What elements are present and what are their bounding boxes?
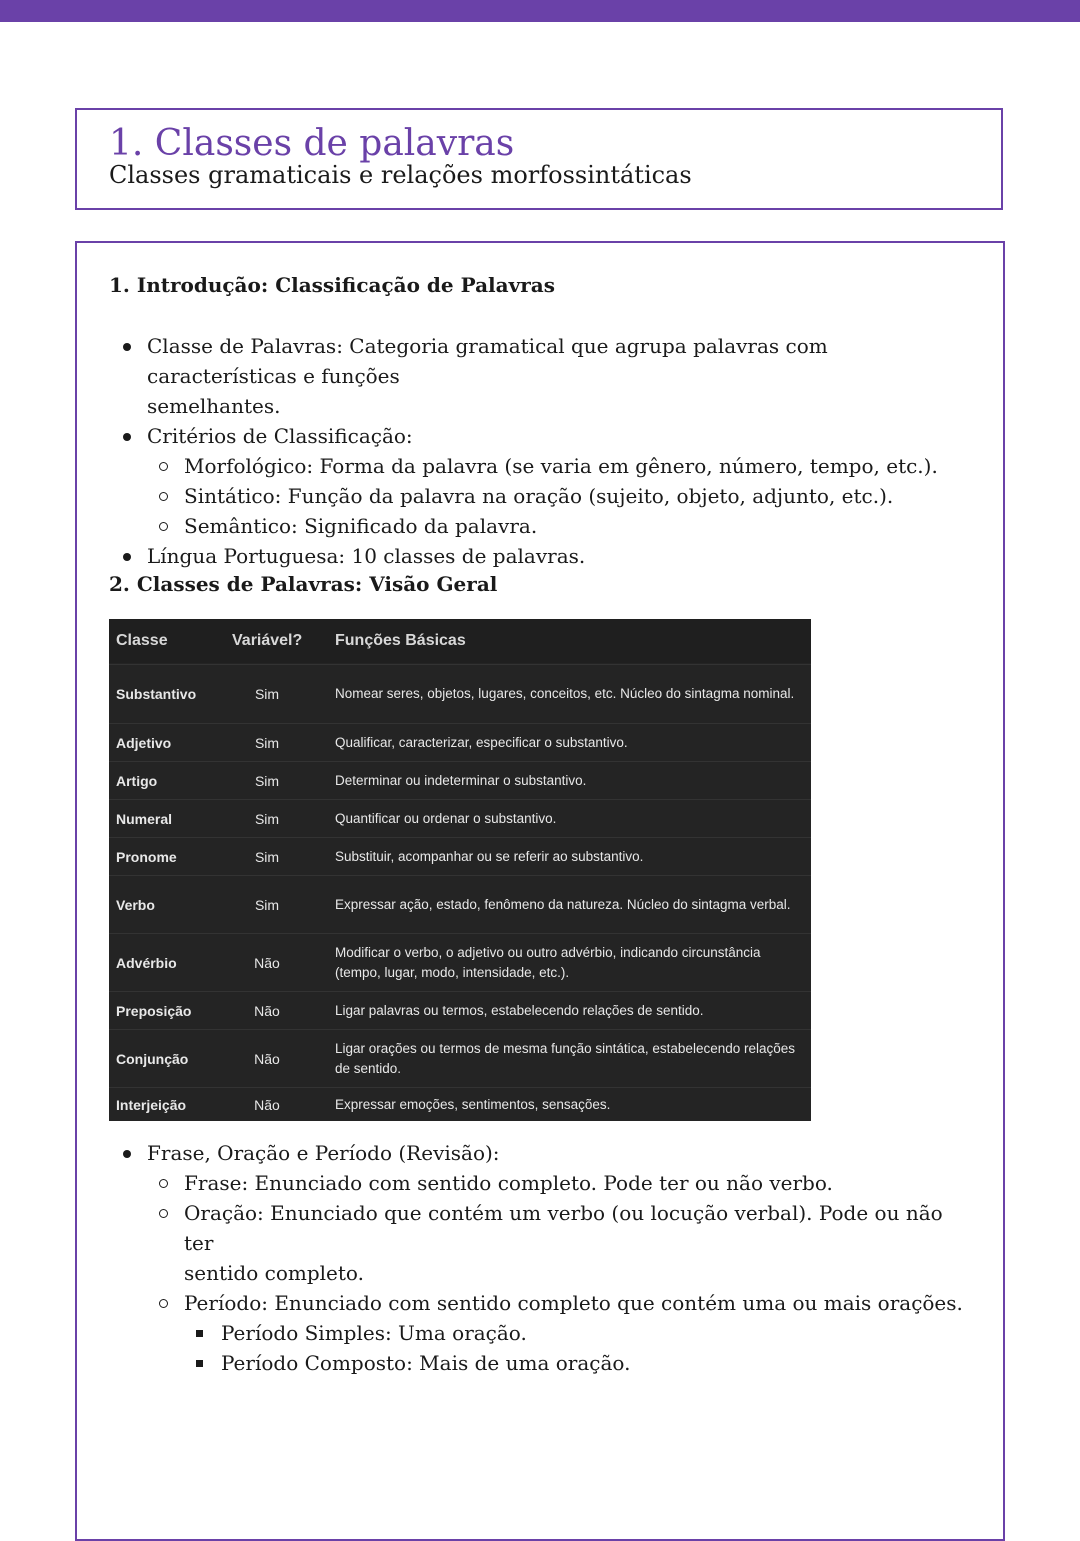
table-row: Pronome Sim Substituir, acompanhar ou se referir ao substantivo. bbox=[109, 837, 811, 875]
list-item: Semântico: Significado da palavra. bbox=[109, 511, 969, 541]
circle-bullet-icon bbox=[159, 522, 168, 531]
circle-bullet-icon bbox=[159, 1299, 168, 1308]
list-item: Critérios de Classificação: bbox=[109, 421, 969, 451]
circle-bullet-icon bbox=[159, 1209, 168, 1218]
header-funcoes: Funções Básicas bbox=[335, 632, 466, 649]
top-accent-bar bbox=[0, 0, 1080, 22]
list-item: Língua Portuguesa: 10 classes de palavras. bbox=[109, 541, 969, 571]
list-item: Classe de Palavras: Categoria gramatical que agrupa palavras com características e funções semelhantes. bbox=[109, 331, 969, 421]
table-row: Advérbio Não Modificar o verbo, o adjetivo ou outro advérbio, indicando circunstância (tempo, lugar, modo, intensidade, etc.). bbox=[109, 933, 811, 991]
list-item: Frase: Enunciado com sentido completo. Pode ter ou não verbo. bbox=[109, 1168, 969, 1198]
table-row: Artigo Sim Determinar ou indeterminar o substantivo. bbox=[109, 761, 811, 799]
list-item: Sintático: Função da palavra na oração (sujeito, objeto, adjunto, etc.). bbox=[109, 481, 969, 511]
square-bullet-icon bbox=[196, 1360, 203, 1367]
list-item: Morfológico: Forma da palavra (se varia em gênero, número, tempo, etc.). bbox=[109, 451, 969, 481]
table-row: Numeral Sim Quantificar ou ordenar o substantivo. bbox=[109, 799, 811, 837]
list-item: Frase, Oração e Período (Revisão): bbox=[109, 1138, 969, 1168]
disc-bullet-icon bbox=[123, 1150, 131, 1158]
list-item: Período Composto: Mais de uma oração. bbox=[109, 1348, 969, 1378]
table-row: Conjunção Não Ligar orações ou termos de mesma função sintática, estabelecendo relações de sentido. bbox=[109, 1029, 811, 1087]
section-heading-visao-geral: 2. Classes de Palavras: Visão Geral bbox=[109, 572, 498, 596]
list-item: Período: Enunciado com sentido completo que contém uma ou mais orações. bbox=[109, 1288, 969, 1318]
review-list bbox=[109, 1138, 969, 1378]
table-header-row bbox=[109, 619, 811, 663]
header-classe: Classe bbox=[116, 632, 168, 649]
page-title: 1. Classes de palavras bbox=[109, 123, 515, 164]
circle-bullet-icon bbox=[159, 1179, 168, 1188]
section-heading-introducao: 1. Introdução: Classificação de Palavras bbox=[109, 273, 555, 297]
table-row: Substantivo Sim Nomear seres, objetos, lugares, conceitos, etc. Núcleo do sintagma nominal. bbox=[109, 664, 811, 723]
table-row: Preposição Não Ligar palavras ou termos, estabelecendo relações de sentido. bbox=[109, 991, 811, 1029]
square-bullet-icon bbox=[196, 1330, 203, 1337]
disc-bullet-icon bbox=[123, 343, 131, 351]
circle-bullet-icon bbox=[159, 462, 168, 471]
title-box bbox=[75, 108, 1003, 210]
circle-bullet-icon bbox=[159, 492, 168, 501]
table-row: Interjeição Não Expressar emoções, sentimentos, sensações. bbox=[109, 1087, 811, 1121]
page-subtitle: Classes gramaticais e relações morfossintáticas bbox=[109, 161, 692, 189]
intro-list bbox=[109, 331, 969, 571]
content-box bbox=[75, 241, 1005, 1541]
word-classes-table bbox=[109, 619, 811, 1121]
table-row: Adjetivo Sim Qualificar, caracterizar, especificar o substantivo. bbox=[109, 723, 811, 761]
list-item: Oração: Enunciado que contém um verbo (ou locução verbal). Pode ou não ter sentido completo. bbox=[109, 1198, 969, 1288]
table-row: Verbo Sim Expressar ação, estado, fenômeno da natureza. Núcleo do sintagma verbal. bbox=[109, 875, 811, 933]
list-item: Período Simples: Uma oração. bbox=[109, 1318, 969, 1348]
disc-bullet-icon bbox=[123, 433, 131, 441]
disc-bullet-icon bbox=[123, 553, 131, 561]
header-variavel: Variável? bbox=[232, 632, 303, 649]
